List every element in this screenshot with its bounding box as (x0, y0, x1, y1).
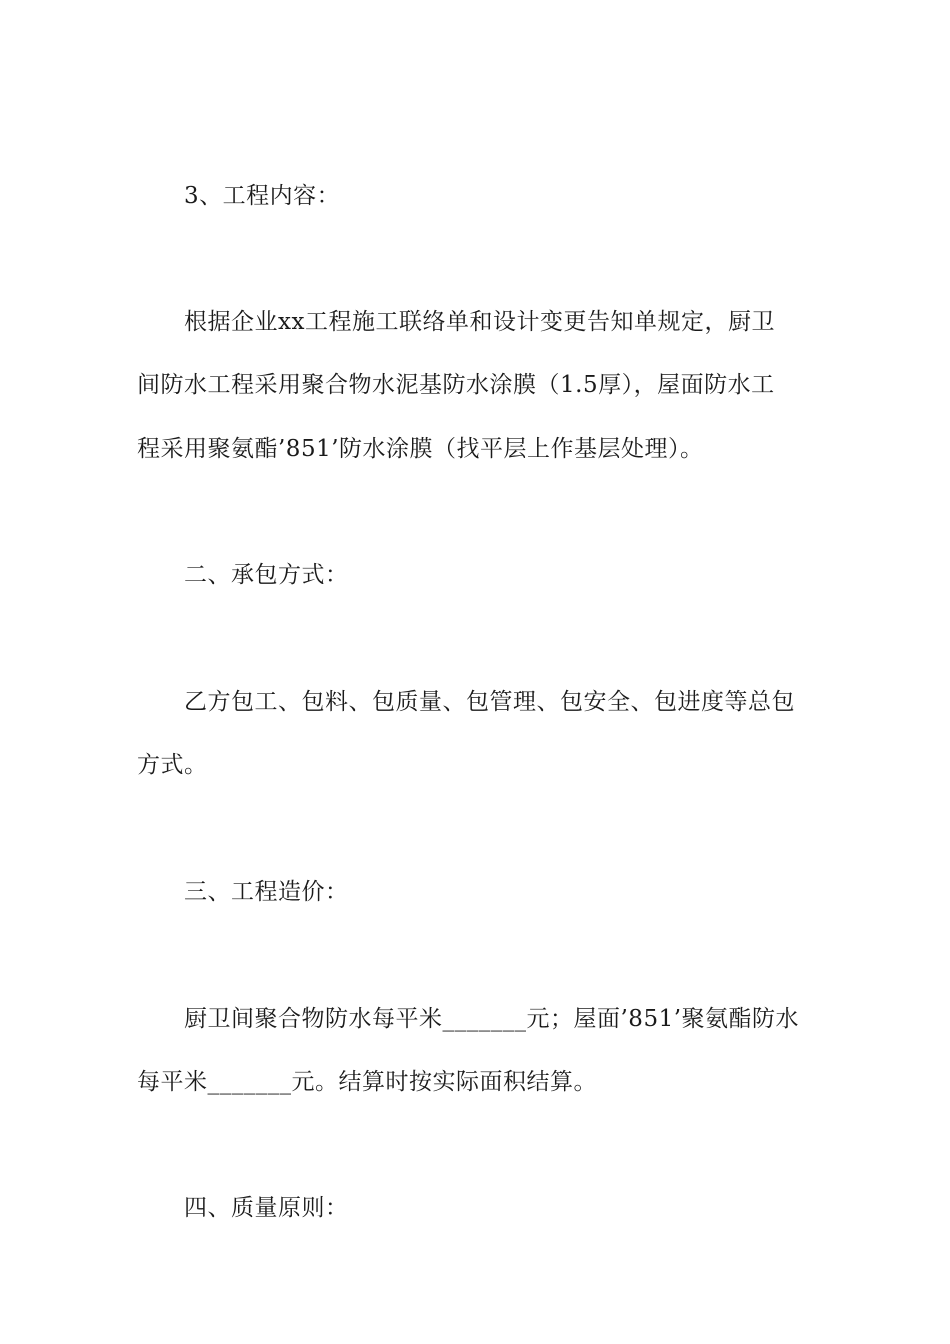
paragraph-line: 每平米_______元。结算时按实际面积结算。 (137, 1069, 597, 1095)
section-heading-contract-method: 二、承包方式： (184, 562, 349, 588)
paragraph-line: 厨卫间聚合物防水每平米_______元；屋面’851’聚氨酯防水 (184, 1006, 800, 1032)
paragraph-line: 程采用聚氨酯’851’防水涂膜（找平层上作基层处理）。 (137, 436, 704, 462)
paragraph-line: 间防水工程采用聚合物水泥基防水涂膜（1.5厚），屋面防水工 (137, 372, 775, 398)
section-heading-project-cost: 三、工程造价： (184, 879, 349, 905)
paragraph-line: 根据企业xx工程施工联络单和设计变更告知单规定，厨卫 (184, 309, 775, 335)
section-heading-project-content: 3、工程内容： (184, 183, 341, 209)
paragraph-line: 方式。 (137, 752, 208, 778)
paragraph-line: 乙方包工、包料、包质量、包管理、包安全、包进度等总包 (184, 689, 795, 715)
section-heading-quality-standard: 四、质量原则： (184, 1195, 349, 1221)
